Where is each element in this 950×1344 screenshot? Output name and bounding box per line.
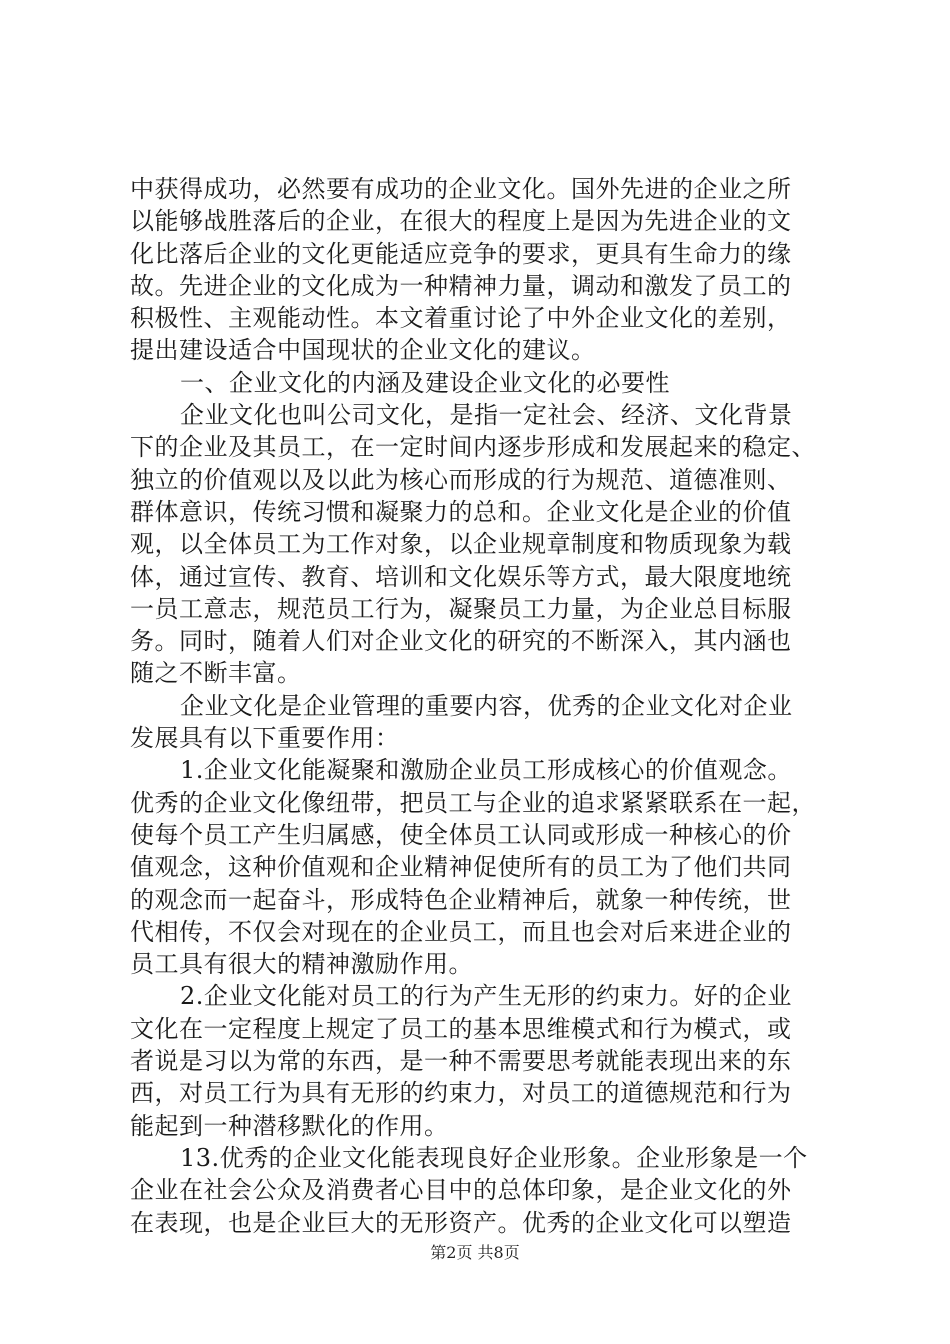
text-line: 使每个员工产生归属感，使全体员工认同或形成一种核心的价 (130, 820, 792, 849)
text-line: 群体意识，传统习惯和凝聚力的总和。企业文化是企业的价值 (130, 497, 792, 526)
text-line: 务。同时，随着人们对企业文化的研究的不断深入，其内涵也 (130, 627, 792, 656)
text-line: 故。先进企业的文化成为一种精神力量，调动和激发了员工的 (130, 271, 792, 300)
section-heading: 一、企业文化的内涵及建设企业文化的必要性 (180, 368, 670, 397)
text-line: 的观念而一起奋斗，形成特色企业精神后，就象一种传统，世 (130, 885, 792, 914)
text-line: 能起到一种潜移默化的作用。 (130, 1111, 449, 1140)
text-line: 一员工意志，规范员工行为，凝聚员工力量，为企业总目标服 (130, 594, 792, 623)
text-line: 者说是习以为常的东西，是一种不需要思考就能表现出来的东 (130, 1047, 792, 1076)
text-line: 员工具有很大的精神激励作用。 (130, 950, 473, 979)
text-line: 值观念，这种价值观和企业精神促使所有的员工为了他们共同 (130, 853, 792, 882)
text-line: 提出建设适合中国现状的企业文化的建议。 (130, 336, 596, 365)
text-line: 发展具有以下重要作用： (130, 724, 400, 753)
list-item-heading: 13.优秀的企业文化能表现良好企业形象。企业形象是一个 (180, 1143, 808, 1172)
text-line: 以能够战胜落后的企业，在很大的程度上是因为先进企业的文 (130, 207, 792, 236)
text-line: 中获得成功，必然要有成功的企业文化。国外先进的企业之所 (130, 175, 792, 203)
text-line: 体，通过宣传、教育、培训和文化娱乐等方式，最大限度地统 (130, 562, 792, 591)
body-text (130, 173, 830, 1239)
page-number-footer: 第2页 共8页 (430, 1243, 520, 1262)
text-line: 观，以全体员工为工作对象，以企业规章制度和物质现象为载 (130, 530, 792, 559)
text-line: 在表现，也是企业巨大的无形资产。优秀的企业文化可以塑造 (130, 1208, 792, 1237)
text-line: 优秀的企业文化像纽带，把员工与企业的追求紧紧联系在一起， (130, 788, 816, 817)
text-line: 代相传，不仅会对现在的企业员工，而且也会对后来进企业的 (130, 917, 792, 946)
list-item-heading: 1.企业文化能凝聚和激励企业员工形成核心的价值观念。 (180, 756, 792, 785)
text-line: 企业在社会公众及消费者心目中的总体印象，是企业文化的外 (130, 1176, 792, 1205)
text-line: 化比落后企业的文化更能适应竞争的要求，更具有生命力的缘 (130, 239, 792, 268)
text-line: 独立的价值观以及以此为核心而形成的行为规范、道德准则、 (130, 465, 792, 494)
list-item-heading: 2.企业文化能对员工的行为产生无形的约束力。好的企业 (180, 982, 792, 1011)
text-line: 企业文化是企业管理的重要内容，优秀的企业文化对企业 (180, 691, 793, 720)
text-line: 企业文化也叫公司文化，是指一定社会、经济、文化背景 (180, 401, 793, 430)
text-line: 下的企业及其员工，在一定时间内逐步形成和发展起来的稳定、 (130, 433, 816, 462)
text-line: 积极性、主观能动性。本文着重讨论了中外企业文化的差别， (130, 304, 792, 333)
text-line: 文化在一定程度上规定了员工的基本思维模式和行为模式，或 (130, 1014, 792, 1043)
text-line: 随之不断丰富。 (130, 659, 302, 688)
text-line: 西，对员工行为具有无形的约束力，对员工的道德规范和行为 (130, 1079, 792, 1108)
